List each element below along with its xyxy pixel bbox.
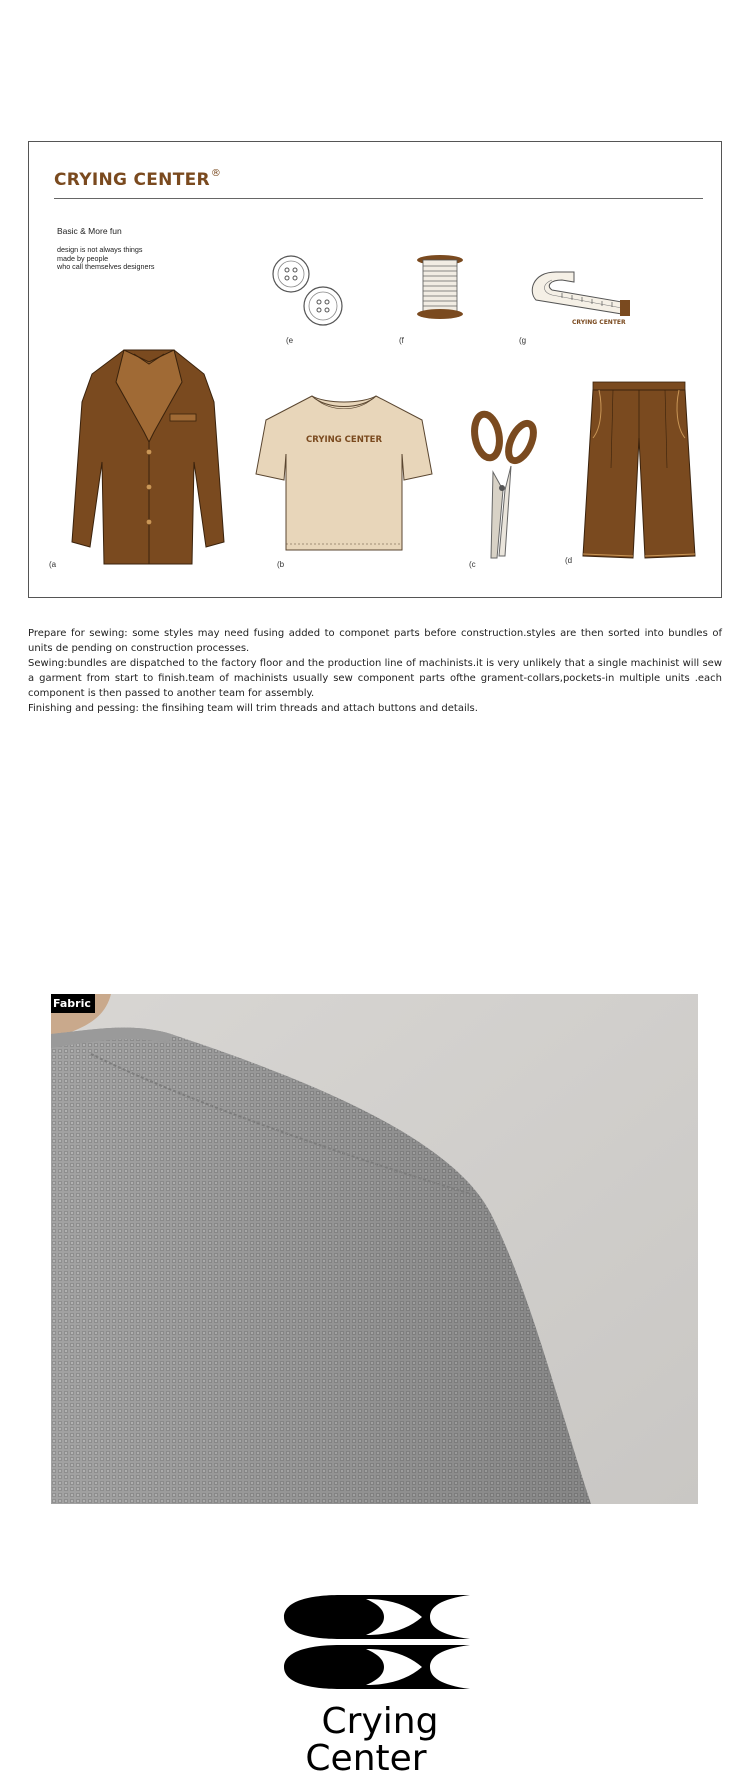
slogan-line: made by people — [57, 253, 109, 263]
slogan-line: who call themselves designers — [57, 262, 155, 272]
logo-mark-icon — [280, 1595, 480, 1775]
trousers-icon — [579, 378, 699, 563]
buttons-icon — [269, 254, 351, 330]
jacket-icon — [64, 342, 234, 572]
description-paragraph: Prepare for sewing: some styles may need fusing added to componet parts before construction.styles are then sorted into bundles of units de pending on construction processes. — [28, 628, 722, 654]
fabric-photo — [51, 994, 698, 1504]
description-paragraph: Sewing:bundles are dispatched to the factory floor and the production line of machinists.it is very unlikely that a single machinist will sew a garment from start to finish.team of machinists usually sew component parts ofthe grament-collars,pockets-in multiple units .each component is then passed to another team for assembly. — [28, 658, 722, 699]
fabric-badge: Fabric — [51, 994, 95, 1013]
thread-spool-icon — [414, 254, 466, 320]
item-label-b: (b — [277, 560, 285, 569]
divider — [54, 198, 703, 199]
logo-line-2: Center — [305, 1738, 427, 1775]
slogan — [57, 246, 154, 272]
tagline: Basic & More fun — [57, 226, 122, 236]
item-label-a: (a — [49, 560, 57, 569]
tshirt-icon — [254, 390, 434, 552]
brand-title: CRYING CENTER® — [54, 168, 222, 190]
item-label-d: (d — [565, 556, 573, 565]
item-label-g: (g — [519, 336, 527, 345]
measuring-tape-icon — [522, 262, 637, 328]
brand-logo — [280, 1595, 480, 1775]
sketch-card — [28, 141, 722, 598]
scissors-icon — [469, 410, 544, 560]
tape-print: CRYING CENTER — [572, 319, 626, 326]
logo-line-1: Crying — [321, 1701, 439, 1742]
slogan-line: design is not always things — [57, 245, 143, 254]
item-label-e: (e — [286, 336, 294, 345]
item-label-f: (f — [399, 336, 404, 345]
registered-mark: ® — [210, 168, 222, 179]
tshirt-print: CRYING CENTER — [306, 435, 382, 445]
process-description — [28, 626, 722, 716]
description-paragraph: Finishing and pessing: the finsihing team will trim threads and attach buttons and details. — [28, 703, 478, 714]
item-label-c: (c — [469, 560, 476, 569]
